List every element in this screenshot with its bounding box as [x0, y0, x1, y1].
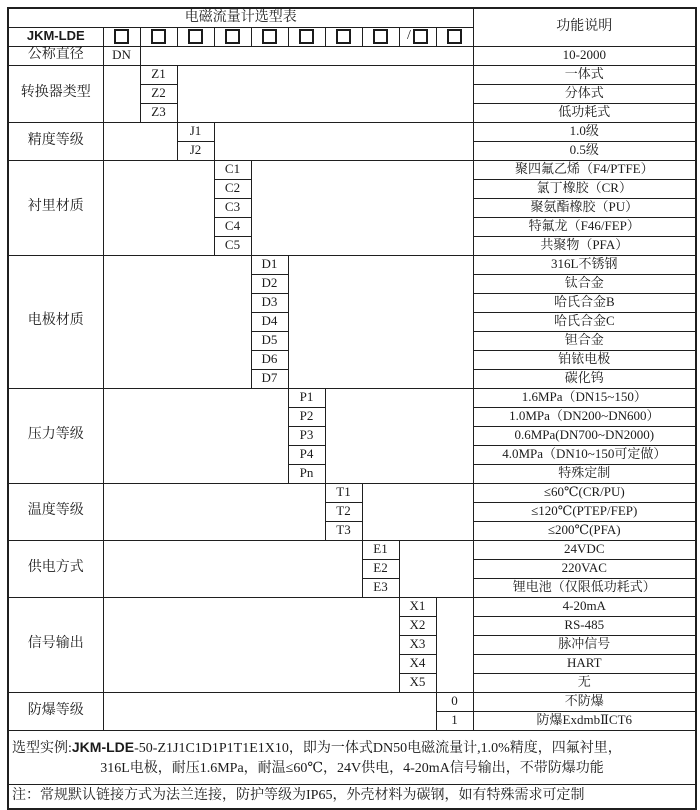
checkbox-icon [225, 29, 240, 44]
desc-cell: 0.5级 [473, 141, 696, 160]
checkbox-icon [151, 29, 166, 44]
desc-cell: 0.6MPa(DN700~DN2000) [473, 426, 696, 445]
selection-example-row [8, 730, 696, 784]
code-cell: Z1 [140, 65, 177, 84]
desc-cell: 哈氏合金B [473, 293, 696, 312]
section-label-power-supply: 供电方式 [8, 540, 103, 597]
spacer-cell [103, 160, 214, 255]
desc-cell: 防爆ExdmbⅡCT6 [473, 711, 696, 730]
model-box-9 [399, 27, 436, 46]
code-cell: D1 [251, 255, 288, 274]
spacer-cell [251, 160, 473, 255]
desc-cell: RS-485 [473, 616, 696, 635]
code-cell: C5 [214, 236, 251, 255]
model-box-2 [140, 27, 177, 46]
desc-cell: 24VDC [473, 540, 696, 559]
desc-cell: 共聚物（PFA） [473, 236, 696, 255]
code-cell: T3 [325, 521, 362, 540]
code-cell: X1 [399, 597, 436, 616]
desc-cell: 无 [473, 673, 696, 692]
desc-cell: 1.0MPa（DN200~DN600） [473, 407, 696, 426]
code-cell: P3 [288, 426, 325, 445]
spacer-cell [325, 388, 473, 483]
desc-cell: 316L不锈钢 [473, 255, 696, 274]
table-title: 电磁流量计选型表 [8, 8, 473, 27]
section-label-pressure-rating: 压力等级 [8, 388, 103, 483]
code-cell: X3 [399, 635, 436, 654]
section-electrode-material-row [8, 255, 696, 274]
model-box-5 [251, 27, 288, 46]
note: 注：常规默认链接方式为法兰连接，防护等级为IP65，外壳材料为碳钢，如有特殊需求可定制 [8, 784, 696, 809]
desc-cell: 碳化钨 [473, 369, 696, 388]
model-box-3 [177, 27, 214, 46]
code-cell: D2 [251, 274, 288, 293]
model-box-6 [288, 27, 325, 46]
section-label-signal-output: 信号输出 [8, 597, 103, 692]
model-box-4 [214, 27, 251, 46]
checkbox-icon [188, 29, 203, 44]
code-cell: 1 [436, 711, 473, 730]
checkbox-icon [299, 29, 314, 44]
desc-cell: 特氟龙（F46/FEP） [473, 217, 696, 236]
section-power-supply-row [8, 540, 696, 559]
desc-cell: 脉冲信号 [473, 635, 696, 654]
code-cell: P2 [288, 407, 325, 426]
model-box-8 [362, 27, 399, 46]
selection-example [8, 730, 696, 784]
code-cell: J2 [177, 141, 214, 160]
code-cell: D6 [251, 350, 288, 369]
desc-cell: 不防爆 [473, 692, 696, 711]
code-cell: C2 [214, 179, 251, 198]
desc-cell: 一体式 [473, 65, 696, 84]
code-cell: C4 [214, 217, 251, 236]
desc-cell: 聚四氟乙烯（F4/PTFE） [473, 160, 696, 179]
desc-cell: 4.0MPa（DN10~150可定做） [473, 445, 696, 464]
code-cell: J1 [177, 122, 214, 141]
example-line1-rest: -50-Z1J1C1D1P1T1E1X10，即为一体式DN50电磁流量计,1.0%精度，四氟衬里， [134, 741, 622, 757]
desc-cell: 锂电池（仅限低功耗式） [473, 578, 696, 597]
code-cell: X4 [399, 654, 436, 673]
section-label-explosion-proof: 防爆等级 [8, 692, 103, 730]
example-line-2: 316L电极，耐压1.6MPa，耐温≤60℃，24V供电，4-20mA信号输出，不带防爆功能 [100, 760, 604, 776]
section-label-accuracy-class: 精度等级 [8, 122, 103, 160]
desc-cell: 10-2000 [473, 46, 696, 65]
code-cell: T2 [325, 502, 362, 521]
section-label-liner-material: 衬里材质 [8, 160, 103, 255]
selection-table [7, 7, 697, 810]
spacer-cell [103, 388, 288, 483]
spacer-cell [103, 65, 140, 122]
spacer-cell [103, 540, 362, 597]
section-temperature-rating-row [8, 483, 696, 502]
desc-cell: 钛合金 [473, 274, 696, 293]
function-column-header: 功能说明 [473, 8, 696, 46]
model-box-7 [325, 27, 362, 46]
spacer-cell [103, 692, 436, 730]
spacer-cell [362, 483, 473, 540]
title-row [8, 8, 696, 27]
code-cell: E1 [362, 540, 399, 559]
slash-separator: / [407, 28, 411, 44]
desc-cell: ≤60℃(CR/PU) [473, 483, 696, 502]
note-row [8, 784, 696, 809]
section-label-converter-type: 转换器类型 [8, 65, 103, 122]
desc-cell: 4-20mA [473, 597, 696, 616]
desc-cell: 聚氨酯橡胶（PU） [473, 198, 696, 217]
spacer-cell [436, 597, 473, 692]
spacer-cell [140, 46, 473, 65]
code-cell: X2 [399, 616, 436, 635]
code-cell: Z2 [140, 84, 177, 103]
code-cell: DN [103, 46, 140, 65]
model-prefix: JKM-LDE [8, 27, 103, 46]
spacer-cell [103, 597, 399, 692]
section-accuracy-class-row [8, 122, 696, 141]
code-cell: D7 [251, 369, 288, 388]
section-pressure-rating-row [8, 388, 696, 407]
desc-cell: 1.0级 [473, 122, 696, 141]
checkbox-icon [413, 29, 428, 44]
desc-cell: 220VAC [473, 559, 696, 578]
desc-cell: 铂铱电极 [473, 350, 696, 369]
code-cell: P1 [288, 388, 325, 407]
section-nominal-diameter-row [8, 46, 696, 65]
code-cell: Z3 [140, 103, 177, 122]
code-cell: D5 [251, 331, 288, 350]
code-cell: T1 [325, 483, 362, 502]
section-label-temperature-rating: 温度等级 [8, 483, 103, 540]
code-cell: X5 [399, 673, 436, 692]
desc-cell: 1.6MPa（DN15~150） [473, 388, 696, 407]
section-signal-output-row [8, 597, 696, 616]
model-box-1 [103, 27, 140, 46]
spacer-cell [103, 122, 177, 160]
desc-cell: 特殊定制 [473, 464, 696, 483]
spacer-cell [214, 122, 473, 160]
example-prefix: 选型实例: [12, 741, 72, 757]
code-cell: C1 [214, 160, 251, 179]
section-label-electrode-material: 电极材质 [8, 255, 103, 388]
desc-cell: ≤200℃(PFA) [473, 521, 696, 540]
section-liner-material-row [8, 160, 696, 179]
code-cell: E2 [362, 559, 399, 578]
spacer-cell [288, 255, 473, 388]
checkbox-icon [447, 29, 462, 44]
code-cell: 0 [436, 692, 473, 711]
desc-cell: 分体式 [473, 84, 696, 103]
model-box-10 [436, 27, 473, 46]
spacer-cell [103, 255, 251, 388]
code-cell: D4 [251, 312, 288, 331]
section-explosion-proof-row [8, 692, 696, 711]
desc-cell: HART [473, 654, 696, 673]
example-model: JKM-LDE [71, 739, 135, 756]
checkbox-icon [114, 29, 129, 44]
desc-cell: 低功耗式 [473, 103, 696, 122]
desc-cell: 哈氏合金C [473, 312, 696, 331]
desc-cell: 钽合金 [473, 331, 696, 350]
code-cell: Pn [288, 464, 325, 483]
checkbox-icon [373, 29, 388, 44]
code-cell: D3 [251, 293, 288, 312]
code-cell: C3 [214, 198, 251, 217]
desc-cell: 氯丁橡胶（CR） [473, 179, 696, 198]
section-converter-type-row [8, 65, 696, 84]
desc-cell: ≤120℃(PTEP/FEP) [473, 502, 696, 521]
checkbox-icon [262, 29, 277, 44]
code-cell: P4 [288, 445, 325, 464]
example-line-1 [9, 737, 695, 760]
section-label-nominal-diameter: 公称直径 [8, 46, 103, 65]
spacer-cell [399, 540, 473, 597]
code-cell: E3 [362, 578, 399, 597]
spacer-cell [177, 65, 473, 122]
checkbox-icon [336, 29, 351, 44]
spacer-cell [103, 483, 325, 540]
